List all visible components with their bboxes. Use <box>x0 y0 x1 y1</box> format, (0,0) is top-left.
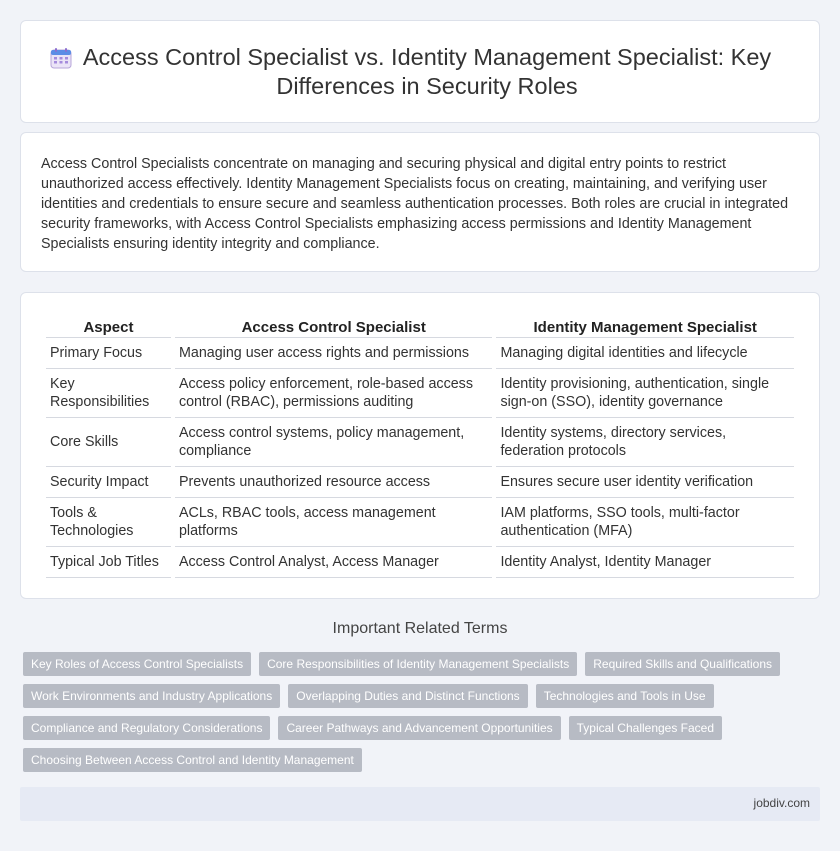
table-row <box>46 338 794 369</box>
comparison-card <box>20 292 820 599</box>
related-term-tag[interactable]: Overlapping Duties and Distinct Functions <box>288 684 527 708</box>
row-identity-management: Ensures secure user identity verification <box>496 467 794 498</box>
page-title: Access Control Specialist vs. Identity Management Specialist: Key Differences in Security Roles <box>82 44 772 99</box>
row-identity-management: Managing digital identities and lifecycle <box>496 338 794 369</box>
comparison-table <box>42 316 798 578</box>
related-term-tag[interactable]: Choosing Between Access Control and Identity Management <box>23 748 362 772</box>
table-row <box>46 369 794 418</box>
row-aspect: Typical Job Titles <box>46 547 171 578</box>
related-term-tag[interactable]: Typical Challenges Faced <box>569 716 722 740</box>
row-aspect: Tools & Technologies <box>46 498 171 547</box>
row-access-control: Access policy enforcement, role-based access control (RBAC), permissions auditing <box>175 369 492 418</box>
table-row <box>46 467 794 498</box>
row-aspect: Key Responsibilities <box>46 369 171 418</box>
related-term-tag[interactable]: Required Skills and Qualifications <box>585 652 780 676</box>
title-card <box>20 20 820 123</box>
row-identity-management: IAM platforms, SSO tools, multi-factor authentication (MFA) <box>496 498 794 547</box>
header-access-control: Access Control Specialist <box>175 316 492 338</box>
related-term-tag[interactable]: Compliance and Regulatory Considerations <box>23 716 270 740</box>
related-terms-list <box>23 652 803 772</box>
row-identity-management: Identity Analyst, Identity Manager <box>496 547 794 578</box>
row-access-control: ACLs, RBAC tools, access management platforms <box>175 498 492 547</box>
related-term-tag[interactable]: Career Pathways and Advancement Opportunities <box>278 716 560 740</box>
table-row <box>46 498 794 547</box>
row-aspect: Core Skills <box>46 418 171 467</box>
related-term-tag[interactable]: Technologies and Tools in Use <box>536 684 714 708</box>
row-access-control: Prevents unauthorized resource access <box>175 467 492 498</box>
related-term-tag[interactable]: Core Responsibilities of Identity Management Specialists <box>259 652 577 676</box>
header-aspect: Aspect <box>46 316 171 338</box>
row-identity-management: Identity provisioning, authentication, single sign-on (SSO), identity governance <box>496 369 794 418</box>
row-access-control: Access control systems, policy management, compliance <box>175 418 492 467</box>
row-access-control: Access Control Analyst, Access Manager <box>175 547 492 578</box>
row-identity-management: Identity systems, directory services, federation protocols <box>496 418 794 467</box>
intro-card <box>20 132 820 272</box>
table-row <box>46 418 794 467</box>
row-access-control: Managing user access rights and permissions <box>175 338 492 369</box>
header-identity-management: Identity Management Specialist <box>496 316 794 338</box>
row-aspect: Primary Focus <box>46 338 171 369</box>
related-term-tag[interactable]: Key Roles of Access Control Specialists <box>23 652 251 676</box>
related-terms-title: Important Related Terms <box>332 620 508 637</box>
table-header-row <box>46 316 794 338</box>
table-row <box>46 547 794 578</box>
footer-site-link[interactable]: jobdiv.com <box>753 796 810 810</box>
related-term-tag[interactable]: Work Environments and Industry Applications <box>23 684 280 708</box>
footer <box>20 787 820 821</box>
row-aspect: Security Impact <box>46 467 171 498</box>
intro-paragraph: Access Control Specialists concentrate on managing and securing physical and digital entry points to restrict unauthorized access effectively. Identity Management Specialists focus on creating, maintaining, and verifying user identities and credentials to ensure secure and seamless authentication processes. Both roles are crucial in integrated security frameworks, with Access Control Specialists emphasizing access permissions and Identity Management Specialists ensuring identity integrity and compliance. <box>41 156 789 252</box>
